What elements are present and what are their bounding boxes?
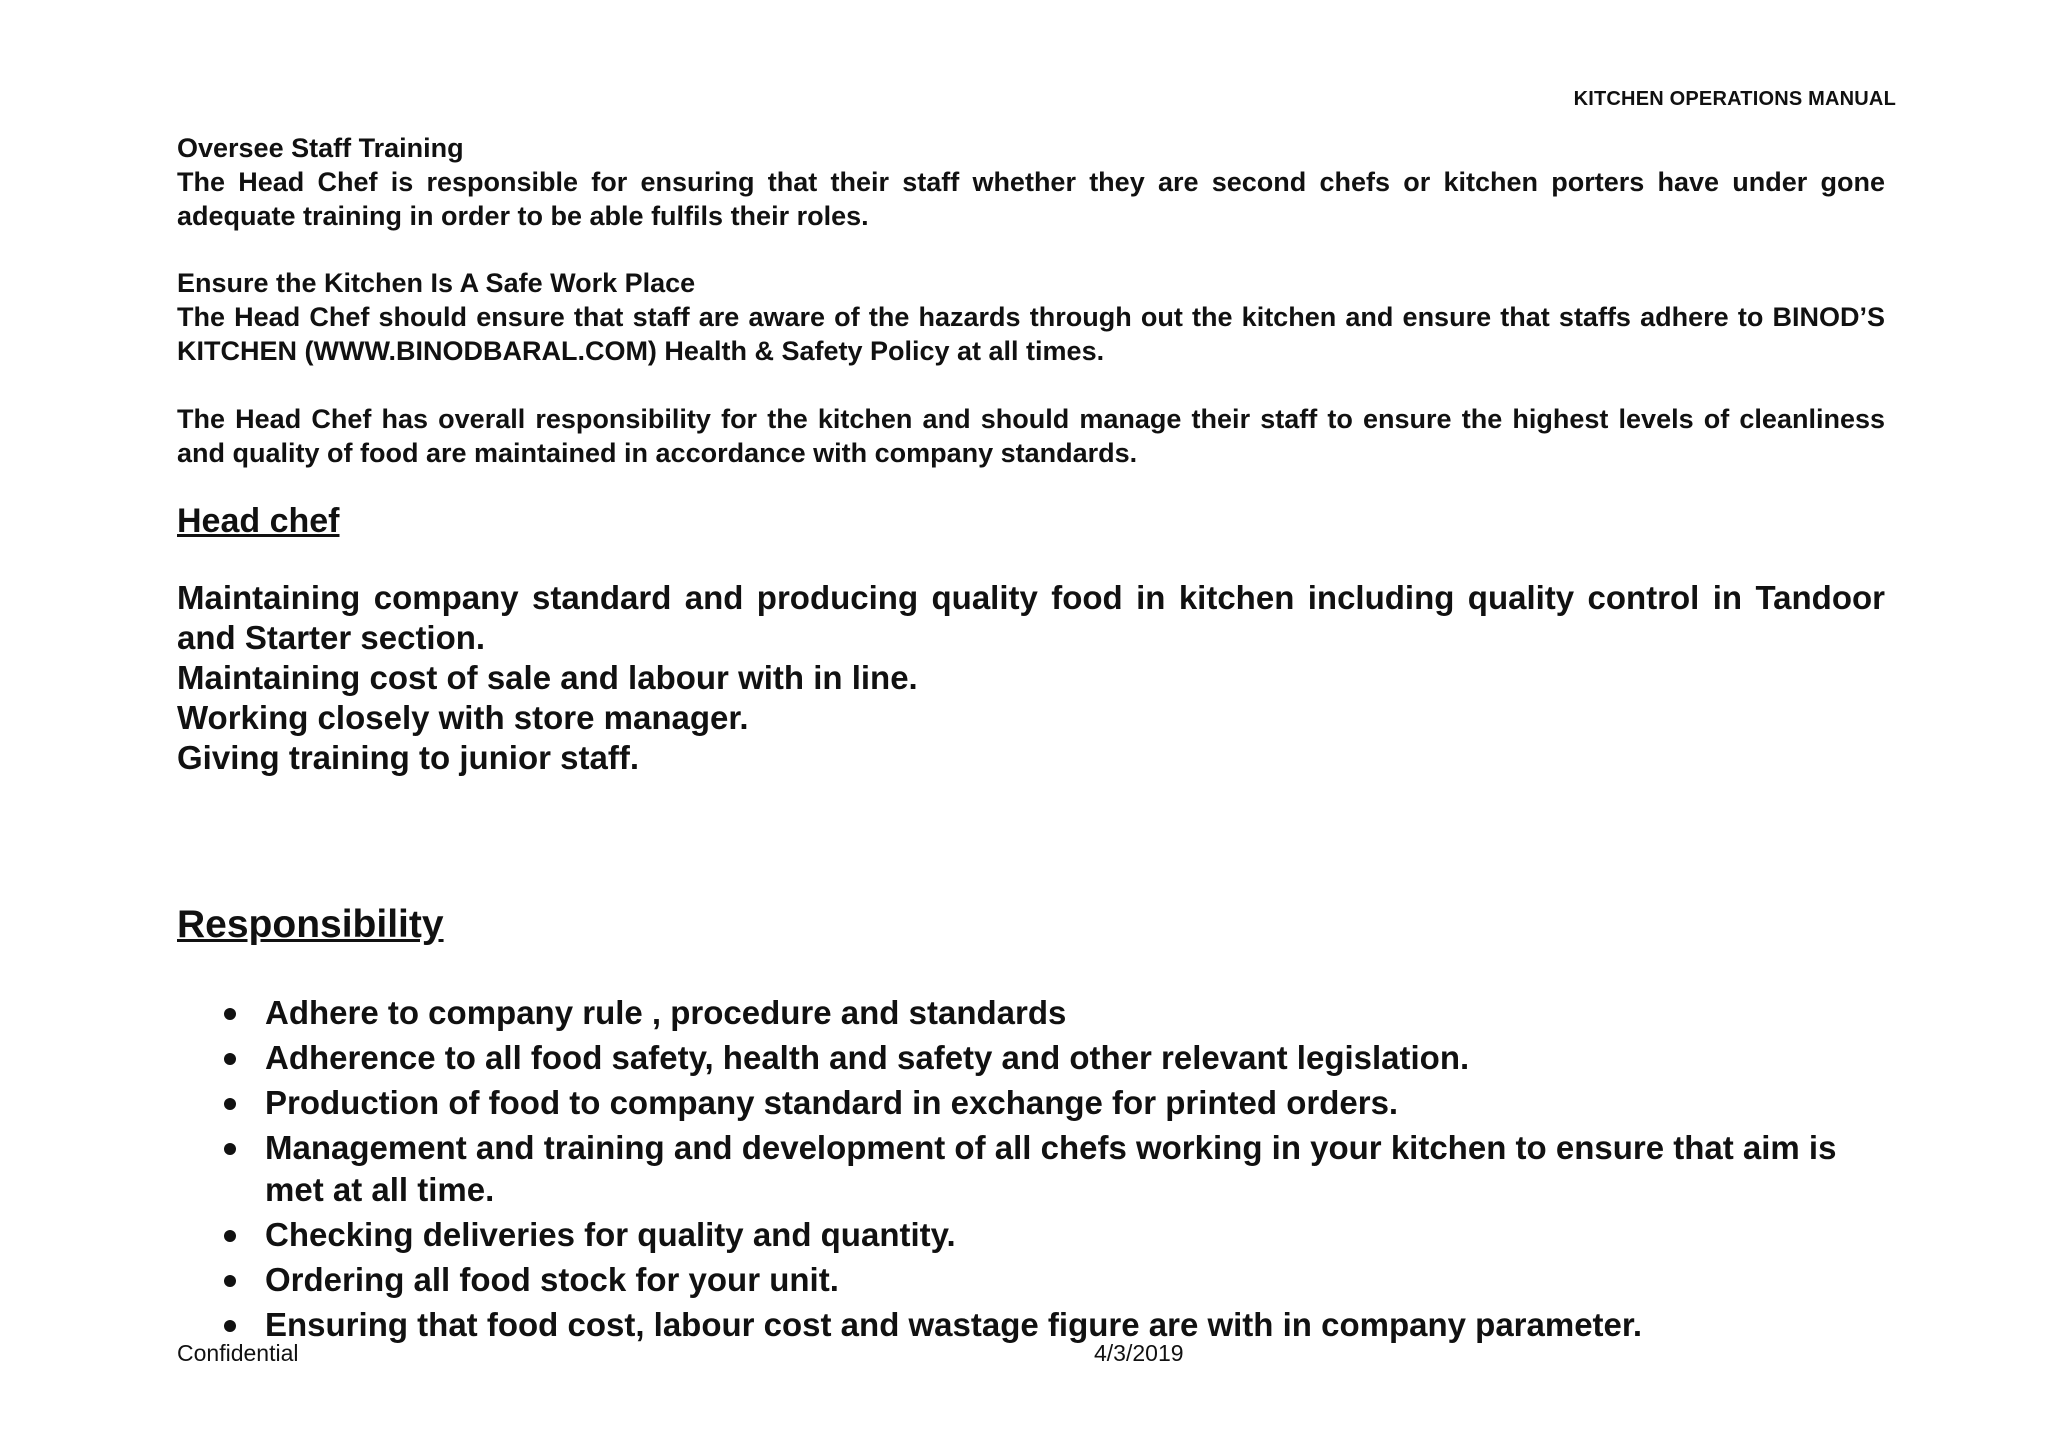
page-content xyxy=(177,132,1885,1349)
list-item-text: Checking deliveries for quality and quantity. xyxy=(265,1216,956,1253)
list-item-text: Ensuring that food cost, labour cost and wastage figure are with in company parameter. xyxy=(265,1306,1643,1343)
running-header: KITCHEN OPERATIONS MANUAL xyxy=(1573,88,1896,110)
list-item-text: Adhere to company rule , procedure and standards xyxy=(265,994,1067,1031)
list-item xyxy=(265,1304,1885,1346)
list-item xyxy=(265,1214,1885,1256)
list-item-text: Production of food to company standard in exchange for printed orders. xyxy=(265,1084,1399,1121)
bullet-icon xyxy=(224,1143,236,1155)
responsibility-heading: Responsibility xyxy=(177,903,444,946)
head-chef-heading: Head chef xyxy=(177,502,340,540)
responsibility-list xyxy=(177,992,1885,1346)
bullet-icon xyxy=(224,1230,236,1242)
training-section xyxy=(177,132,1885,233)
list-item-text: Ordering all food stock for your unit. xyxy=(265,1261,839,1298)
safety-title: Ensure the Kitchen Is A Safe Work Place xyxy=(177,268,696,298)
head-chef-duties xyxy=(177,578,1885,778)
safety-section xyxy=(177,267,1885,368)
bullet-icon xyxy=(224,1320,236,1332)
list-item xyxy=(265,1082,1885,1124)
head-chef-line: Maintaining cost of sale and labour with in line. xyxy=(177,659,918,696)
list-item-text: Adherence to all food safety, health and safety and other relevant legislation. xyxy=(265,1039,1470,1076)
training-title: Oversee Staff Training xyxy=(177,133,464,163)
head-chef-line: Maintaining company standard and producing quality food in kitchen including quality control in Tandoor and Starter section. xyxy=(177,579,1885,656)
head-chef-line: Giving training to junior staff. xyxy=(177,739,639,776)
list-item xyxy=(265,1037,1885,1079)
list-item xyxy=(265,1259,1885,1301)
safety-body: The Head Chef should ensure that staff are aware of the hazards through out the kitchen and ensure that staffs adhere to BINOD’S KITCHEN (WWW.BINODBARAL.COM) Health & Safety Policy at all times. xyxy=(177,302,1885,366)
footer-date: 4/3/2019 xyxy=(1094,1340,1184,1366)
footer-confidential: Confidential xyxy=(177,1340,299,1366)
bullet-icon xyxy=(224,1098,236,1110)
list-item xyxy=(265,992,1885,1034)
overall-body: The Head Chef has overall responsibility for the kitchen and should manage their staff to ensure the highest levels of cleanliness and quality of food are maintained in accordance with company standards. xyxy=(177,404,1885,468)
bullet-icon xyxy=(224,1008,236,1020)
bullet-icon xyxy=(224,1275,236,1287)
training-body: The Head Chef is responsible for ensuring that their staff whether they are second chefs or kitchen porters have under gone adequate training in order to be able fulfils their roles. xyxy=(177,167,1885,231)
list-item xyxy=(265,1127,1885,1211)
bullet-icon xyxy=(224,1053,236,1065)
head-chef-line: Working closely with store manager. xyxy=(177,699,749,736)
overall-section xyxy=(177,402,1885,470)
list-item-text: Management and training and development of all chefs working in your kitchen to ensure that aim is met at all time. xyxy=(265,1129,1837,1208)
